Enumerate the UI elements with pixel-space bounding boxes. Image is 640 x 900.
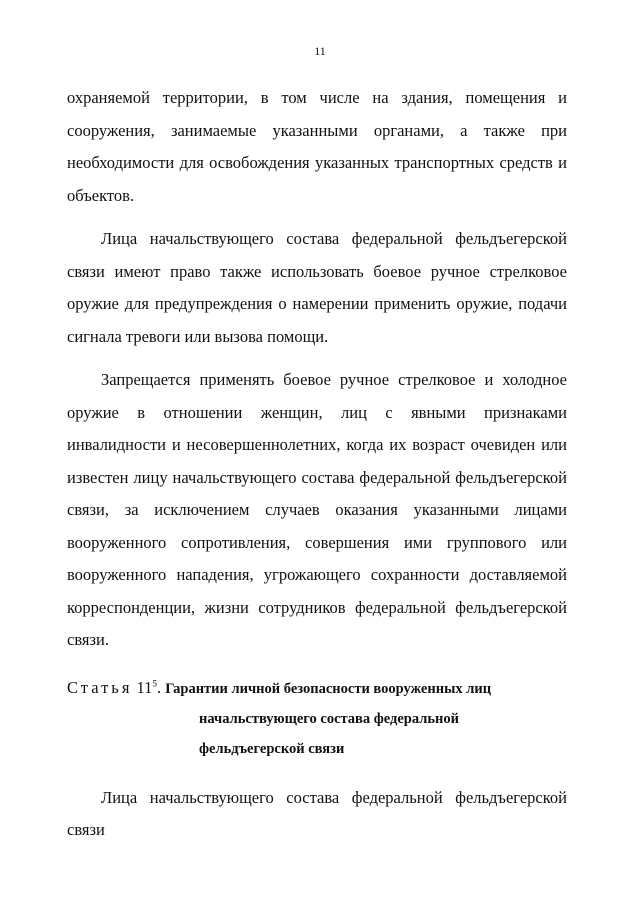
article-title-line3: фельдъегерской связи	[199, 740, 345, 757]
page-number: 11	[314, 44, 326, 58]
paragraph-continuation: охраняемой территории, в том числе на здания, помещения и сооружения, занимаемые указанными органами, а также при необходимости для освобождения указанных транспортных средств и объектов.	[67, 88, 567, 205]
article-number-main: 11	[136, 677, 153, 697]
paragraph-final: Лица начальствующего состава федеральной фельдъегерской связи	[67, 787, 567, 839]
article-title-line1: Гарантии личной безопасности вооруженных лиц	[165, 680, 492, 697]
article-title-line2: начальствующего состава федеральной	[199, 710, 460, 727]
article-heading-line1	[67, 673, 567, 704]
article-heading	[67, 673, 567, 764]
article-label: Статья	[67, 677, 133, 697]
article-number-sup: 5	[152, 678, 157, 688]
document-body	[67, 82, 567, 858]
article-number-suffix: .	[156, 677, 162, 697]
article-number	[137, 678, 162, 697]
paragraph-prohibition: Запрещается применять боевое ручное стрелковое и холодное оружие в отношении женщин, лиц с явными признаками инвалидности и несовершеннолетних, когда их возраст очевиден или известен лицу начальствующего состава федеральной фельдъегерской связи, за исключением случаев оказания указанными лицами вооруженного сопротивления, совершения ими группового или вооруженного нападения, угрожающего сохранности доставляемой корреспонденции, жизни сотрудников федеральной фельдъегерской связи.	[67, 370, 567, 649]
paragraph-weapon-rights: Лица начальствующего состава федеральной фельдъегерской связи имеют право также использовать боевое ручное стрелковое оружие для предупреждения о намерении применить оружие, подачи сигнала тревоги или вызова помощи.	[67, 229, 567, 346]
